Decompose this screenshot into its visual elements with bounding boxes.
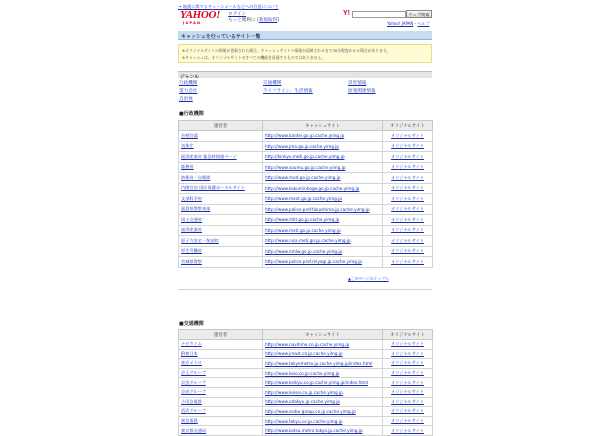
- yahoo-logo[interactable]: [180, 10, 220, 25]
- cache-site-cell: [263, 416, 383, 426]
- original-site-cell: [383, 407, 433, 417]
- cache-site-link[interactable]: http://www.tokyu.co.jp.cache.yimg.jp: [265, 418, 343, 424]
- original-site-link[interactable]: オリジナルサイト: [391, 408, 424, 414]
- table-row: [179, 368, 433, 378]
- cache-site-link[interactable]: http://www.jreast.co.jp.cache.yimg.jp: [265, 351, 343, 357]
- original-site-cell: [383, 162, 433, 173]
- logo-subtitle: JAPAN: [183, 21, 202, 25]
- cache-site-link[interactable]: http://www.police.pref.miyagi.jp.cache.yimg.jp: [265, 259, 363, 265]
- original-site-cell: [383, 359, 433, 369]
- operator-link[interactable]: 経済産業省 緊急時情報ページ: [181, 153, 237, 159]
- table-header-row: [179, 330, 433, 340]
- operator-cell: [179, 162, 263, 173]
- operator-cell: [179, 225, 263, 236]
- original-site-link[interactable]: オリジナルサイト: [391, 132, 424, 138]
- operator-cell: [179, 387, 263, 397]
- government-sites-table: [178, 120, 433, 268]
- cache-site-link[interactable]: http://www.mlit.go.jp.cache.yimg.jp: [265, 217, 340, 223]
- original-site-cell: [383, 368, 433, 378]
- original-site-link[interactable]: オリジナルサイト: [391, 389, 424, 395]
- table-header-row: [179, 121, 433, 131]
- genre-link-power[interactable]: 電力会社: [179, 89, 198, 94]
- operator-link[interactable]: 小田急電鉄: [181, 398, 202, 404]
- cache-site-cell: [263, 152, 383, 163]
- genre-link-government[interactable]: 行政機関: [179, 81, 198, 86]
- cache-site-cell: [263, 378, 383, 388]
- cache-site-link[interactable]: http://www.navitime.co.jp.cache.yimg.jp: [265, 341, 350, 347]
- operator-link[interactable]: 宮城県警察: [181, 258, 202, 264]
- original-site-link[interactable]: オリジナルサイト: [391, 341, 424, 347]
- table-row: [179, 387, 433, 397]
- section-divider: [178, 289, 432, 290]
- column-header-cache-site: キャッシュサイト: [263, 330, 383, 340]
- original-site-cell: [383, 397, 433, 407]
- web-search-button[interactable]: ウェブ検索: [406, 10, 432, 18]
- original-site-cell: [383, 349, 433, 359]
- table-row: [179, 173, 433, 184]
- operator-link[interactable]: 内閣官房 国民保護ポータルサイト: [181, 185, 245, 191]
- operator-cell: [179, 359, 263, 369]
- cache-site-link[interactable]: http://www.jma.go.jp.cache.yimg.jp: [265, 143, 340, 149]
- operator-link[interactable]: ナビタイム: [181, 341, 202, 347]
- operator-link[interactable]: 国土交通省: [181, 216, 202, 222]
- section-title-government: ■行政機関: [179, 111, 204, 117]
- cache-site-cell: [263, 340, 383, 350]
- operator-cell: [179, 236, 263, 247]
- table-row: [179, 225, 433, 236]
- table-row: [179, 378, 433, 388]
- cache-site-link[interactable]: http://www.meti.go.jp.cache.yimg.jp: [265, 227, 341, 233]
- cache-site-cell: [263, 162, 383, 173]
- original-site-link[interactable]: オリジナルサイト: [391, 427, 424, 433]
- operator-cell: [179, 246, 263, 257]
- cache-site-cell: [263, 397, 383, 407]
- operator-cell: [179, 257, 263, 268]
- login-area: [228, 12, 279, 24]
- operator-cell: [179, 378, 263, 388]
- genre-link-lifeline[interactable]: ライフライン、生活情報: [263, 89, 313, 94]
- cache-site-cell: [263, 368, 383, 378]
- original-site-link[interactable]: オリジナルサイト: [391, 370, 424, 376]
- cache-site-cell: [263, 257, 383, 268]
- table-row: [179, 246, 433, 257]
- original-site-cell: [383, 131, 433, 142]
- operator-cell: [179, 141, 263, 152]
- operator-link[interactable]: 東京メトロ: [181, 360, 202, 366]
- cache-site-link[interactable]: http://www.tokyometro.jp.cache.yimg.jp/index.html: [265, 360, 373, 366]
- cache-site-link[interactable]: http://www.kotsu.metro.tokyo.jp.cache.yimg.jp: [265, 428, 363, 434]
- operator-link[interactable]: 東京都交通局: [181, 427, 207, 433]
- original-site-cell: [383, 215, 433, 226]
- original-site-cell: [383, 378, 433, 388]
- operator-link[interactable]: JR東日本: [181, 350, 198, 356]
- table-row: [179, 426, 433, 436]
- cache-site-link[interactable]: http://www.keikyu.co.jp.cache.yimg.jp/index.html: [265, 380, 369, 386]
- genre-link-disaster[interactable]: 災害情報: [348, 81, 367, 86]
- original-site-link[interactable]: オリジナルサイト: [391, 185, 424, 191]
- column-header-operator: 運営者: [179, 330, 263, 340]
- cache-site-link[interactable]: http://www.nisa.meti.go.jp.cache.yimg.jp: [265, 238, 351, 244]
- cache-site-link[interactable]: http://www.keio.co.jp.cache.yimg.jp: [265, 370, 340, 376]
- table-row: [179, 141, 433, 152]
- cache-site-cell: [263, 173, 383, 184]
- cache-site-cell: [263, 349, 383, 359]
- table-row: [179, 152, 433, 163]
- original-site-cell: [383, 225, 433, 236]
- original-site-link[interactable]: オリジナルサイト: [391, 418, 424, 424]
- original-site-cell: [383, 340, 433, 350]
- table-row: [179, 204, 433, 215]
- original-site-cell: [383, 257, 433, 268]
- original-site-link[interactable]: オリジナルサイト: [391, 398, 424, 404]
- operator-cell: [179, 215, 263, 226]
- original-site-cell: [383, 204, 433, 215]
- original-site-link[interactable]: オリジナルサイト: [391, 379, 424, 385]
- operator-link[interactable]: 首相官邸: [181, 132, 198, 138]
- operator-cell: [179, 340, 263, 350]
- cache-site-link[interactable]: http://www.kokuminhogo.go.jp.cache.yimg.jp: [265, 185, 360, 191]
- original-site-cell: [383, 173, 433, 184]
- table-row: [179, 131, 433, 142]
- operator-cell: [179, 349, 263, 359]
- cache-site-cell: [263, 236, 383, 247]
- notice-line: ※キャッシュは、オリジナルサイトのすべての機能を再現するものではありません。: [182, 55, 326, 60]
- table-row: [179, 236, 433, 247]
- operator-link[interactable]: 京急グループ: [181, 379, 206, 385]
- original-site-link[interactable]: オリジナルサイト: [391, 227, 424, 233]
- genre-link-nuclear[interactable]: 原発関連情報: [348, 89, 376, 94]
- table-row: [179, 183, 433, 194]
- cache-site-cell: [263, 359, 383, 369]
- cache-site-cell: [263, 387, 383, 397]
- cache-site-cell: [263, 183, 383, 194]
- table-row: [179, 257, 433, 268]
- column-header-operator: 運営者: [179, 121, 263, 131]
- original-site-link[interactable]: オリジナルサイト: [391, 164, 424, 170]
- cache-site-cell: [263, 215, 383, 226]
- page-top-link[interactable]: ▲このページのトップへ: [348, 276, 389, 281]
- operator-cell: [179, 204, 263, 215]
- notice-line: ※オリジナルサイトの情報が更新された場合、キャッシュサイトへ情報が反映されるまで30分程度かかる場合があります。: [182, 48, 391, 53]
- table-row: [179, 162, 433, 173]
- cache-site-link[interactable]: http://www.keisei.co.jp.cache.yimg.jp: [265, 389, 343, 395]
- register-link[interactable]: 新規取得: [258, 18, 278, 23]
- operator-link[interactable]: 京王グループ: [181, 370, 206, 376]
- cache-site-cell: [263, 131, 383, 142]
- cache-site-cell: [263, 204, 383, 215]
- cache-site-link[interactable]: http://www.police.pref.fukushima.jp.cache.yimg.jp: [265, 206, 370, 212]
- table-row: [179, 340, 433, 350]
- login-link[interactable]: ログイン: [228, 12, 247, 17]
- page-title-bar: [178, 31, 432, 40]
- cache-site-cell: [263, 225, 383, 236]
- table-row: [179, 416, 433, 426]
- notice-box: [178, 44, 432, 63]
- original-site-cell: [383, 152, 433, 163]
- original-site-link[interactable]: オリジナルサイト: [391, 216, 424, 222]
- original-site-link[interactable]: オリジナルサイト: [391, 258, 424, 264]
- operator-cell: [179, 131, 263, 142]
- operator-link[interactable]: 厚生労働省: [181, 248, 202, 254]
- search-input[interactable]: [352, 11, 406, 18]
- genre-heading: ジャンル: [180, 74, 199, 80]
- original-site-link[interactable]: オリジナルサイト: [391, 360, 424, 366]
- original-site-link[interactable]: オリジナルサイト: [391, 206, 424, 212]
- cache-site-link[interactable]: http://www.odakyu.jp.cache.yimg.jp: [265, 399, 340, 405]
- cache-site-cell: [263, 246, 383, 257]
- cache-site-link[interactable]: http://kinkyu.meti.go.jp.cache.yimg.jp: [265, 154, 345, 160]
- table-row: [179, 397, 433, 407]
- operator-cell: [179, 183, 263, 194]
- login-promo-close: ]: [277, 18, 280, 23]
- column-header-original-site: オリジナルサイト: [383, 330, 433, 340]
- help-line: [387, 21, 429, 27]
- earthquake-chainmail-notice-link[interactable]: → 地震に関するチェーンメールなどへの注意について: [178, 4, 279, 9]
- operator-cell: [179, 416, 263, 426]
- original-site-cell: [383, 141, 433, 152]
- cache-site-cell: [263, 141, 383, 152]
- operator-link[interactable]: 原子力安全・保安院: [181, 237, 219, 243]
- operator-cell: [179, 426, 263, 436]
- operator-link[interactable]: 文部科学省: [181, 195, 202, 201]
- cache-site-cell: [263, 194, 383, 205]
- operator-link[interactable]: 経済産業省: [181, 227, 202, 233]
- operator-cell: [179, 194, 263, 205]
- table-row: [179, 407, 433, 417]
- cache-site-link[interactable]: http://www.mhlw.go.jp.cache.yimg.jp: [265, 248, 343, 254]
- help-separator: -: [413, 21, 418, 26]
- login-promo-text: もっと便利に [: [228, 18, 259, 23]
- page-title: キャッシュを行っているサイト一覧: [181, 33, 261, 40]
- transport-sites-table: [178, 329, 433, 436]
- help-link[interactable]: ヘルプ: [417, 21, 430, 26]
- operator-cell: [179, 152, 263, 163]
- original-site-cell: [383, 183, 433, 194]
- genre-link-municipality[interactable]: 自治体: [179, 97, 193, 102]
- operator-cell: [179, 173, 263, 184]
- original-site-cell: [383, 246, 433, 257]
- original-site-link[interactable]: オリジナルサイト: [391, 174, 424, 180]
- operator-link[interactable]: 西武グループ: [181, 408, 206, 414]
- original-site-link[interactable]: オリジナルサイト: [391, 143, 424, 149]
- cache-site-link[interactable]: http://www.mod.go.jp.cache.yimg.jp: [265, 175, 341, 181]
- operator-cell: [179, 368, 263, 378]
- operator-link[interactable]: 総務省: [181, 164, 194, 170]
- cache-site-cell: [263, 426, 383, 436]
- original-site-cell: [383, 194, 433, 205]
- cache-site-link[interactable]: http://www.kantei.go.jp.cache.yimg.jp: [265, 133, 345, 139]
- operator-cell: [179, 397, 263, 407]
- table-row: [179, 359, 433, 369]
- genre-link-transport[interactable]: 交通機関: [263, 81, 282, 86]
- original-site-cell: [383, 236, 433, 247]
- logo-wordmark: YAHOO!: [180, 9, 221, 21]
- section-title-transport: ■交通機関: [179, 321, 204, 327]
- operator-link[interactable]: 福島県警察本部: [181, 206, 211, 212]
- yahoo-search-icon: Y!: [343, 10, 350, 17]
- original-site-link[interactable]: オリジナルサイト: [391, 153, 424, 159]
- table-row: [179, 215, 433, 226]
- original-site-cell: [383, 387, 433, 397]
- cache-site-link[interactable]: http://www.seibu-group.co.jp.cache.yimg.jp: [265, 408, 356, 414]
- original-site-cell: [383, 416, 433, 426]
- original-site-link[interactable]: オリジナルサイト: [391, 195, 424, 201]
- genre-heading-bar: [178, 71, 432, 78]
- operator-link[interactable]: 気象庁: [181, 143, 194, 149]
- table-row: [179, 194, 433, 205]
- table-row: [179, 349, 433, 359]
- original-site-link[interactable]: オリジナルサイト: [391, 237, 424, 243]
- yahoo-japan-link[interactable]: Yahoo! JAPAN: [387, 21, 414, 26]
- cache-site-link[interactable]: http://www.mext.go.jp.cache.yimg.jp: [265, 196, 342, 202]
- cache-site-cell: [263, 407, 383, 417]
- operator-cell: [179, 407, 263, 417]
- operator-link[interactable]: 東急電鉄: [181, 418, 198, 424]
- original-site-link[interactable]: オリジナルサイト: [391, 350, 424, 356]
- operator-link[interactable]: 京成グループ: [181, 389, 206, 395]
- original-site-link[interactable]: オリジナルサイト: [391, 248, 424, 254]
- original-site-cell: [383, 426, 433, 436]
- column-header-original-site: オリジナルサイト: [383, 121, 433, 131]
- site-header: [178, 10, 432, 28]
- cache-site-link[interactable]: http://www.soumu.go.jp.cache.yimg.jp: [265, 164, 346, 170]
- column-header-cache-site: キャッシュサイト: [263, 121, 383, 131]
- operator-link[interactable]: 防衛省・自衛隊: [181, 174, 211, 180]
